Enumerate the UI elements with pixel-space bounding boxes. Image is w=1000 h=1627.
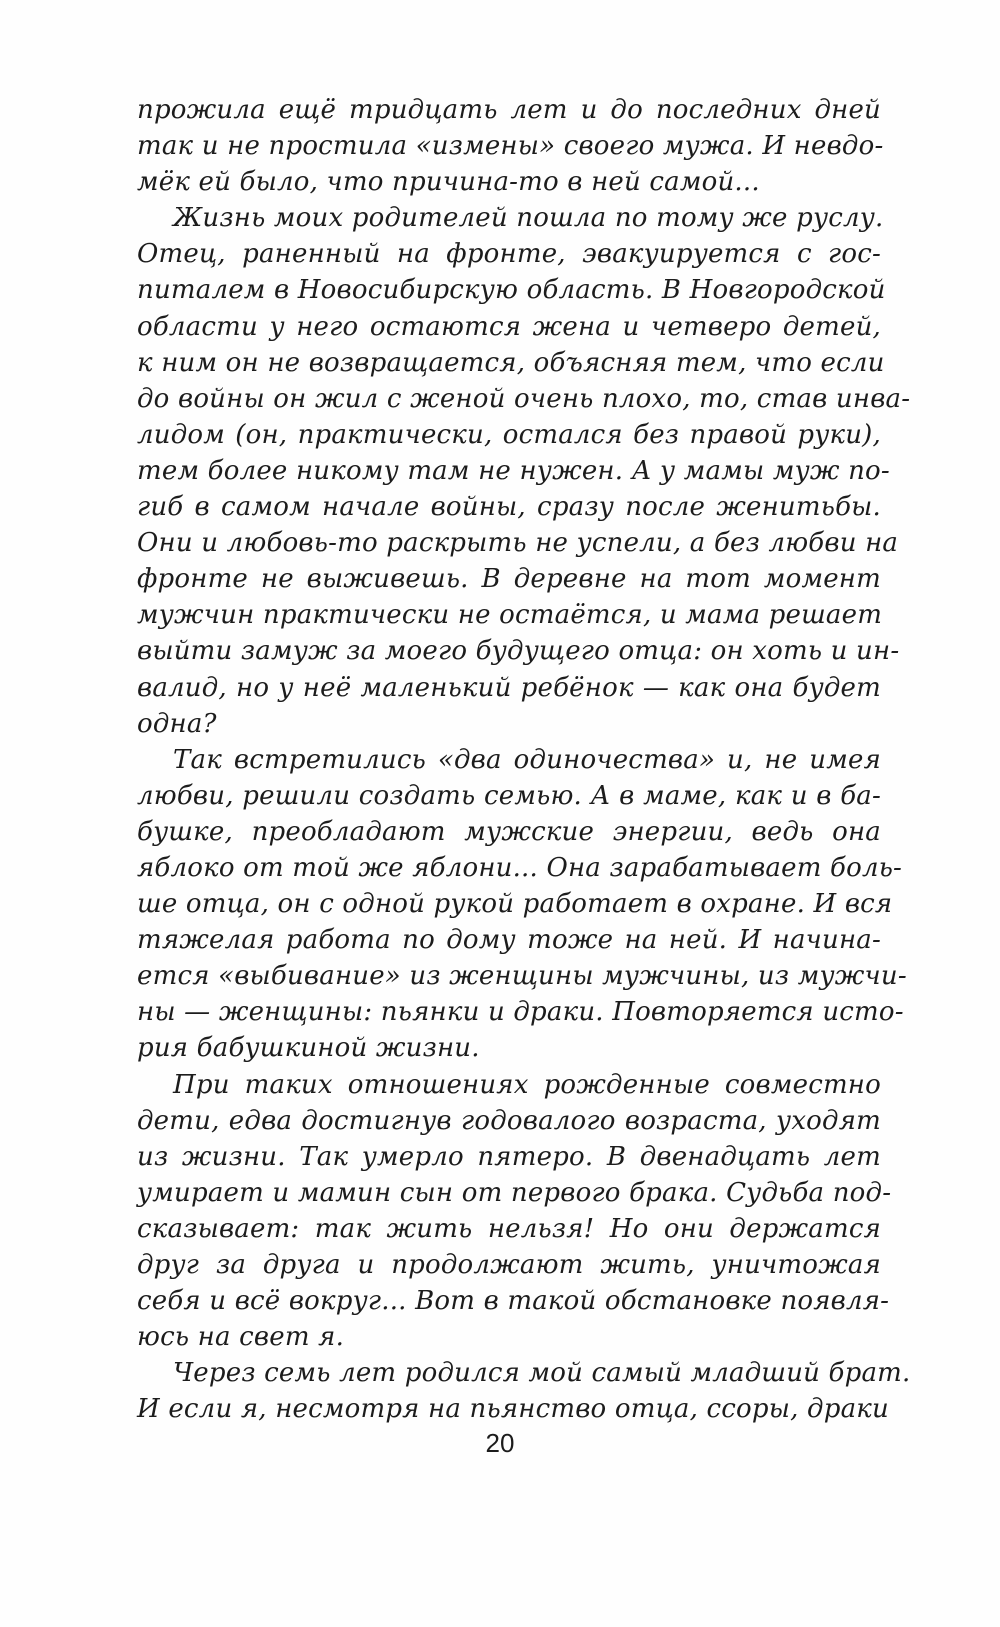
text-line: При таких отношениях рожденные совместно: [173, 1069, 881, 1100]
text-line: ется «выбивание» из женщины мужчины, из мужчи-: [137, 961, 907, 992]
text-line: себя и всё вокруг... Вот в такой обстановке появля-: [137, 1286, 890, 1317]
text-line: из жизни. Так умерло пятеро. В двенадцать лет: [137, 1141, 881, 1172]
text-line: друг за друга и продолжают жить, уничтожая: [137, 1250, 881, 1280]
text-line: так и не простила «измены» своего мужа. И невдо-: [137, 131, 884, 162]
text-line: питалем в Новосибирскую область. В Новгородской: [137, 275, 886, 306]
text-line: ше отца, он с одной рукой работает в охране. И вся: [137, 889, 893, 920]
text-line: прожила ещё тридцать лет и до последних дней: [137, 95, 881, 125]
text-line: И если я, несмотря на пьянство отца, ссоры, драки: [137, 1394, 889, 1425]
text-line: одна?: [137, 708, 217, 739]
body-text: [137, 92, 911, 1427]
text-line: Они и любовь-то раскрыть не успели, а без любви на: [137, 528, 899, 559]
text-line: лидом (он, практически, остался без правой руки),: [137, 419, 881, 450]
text-line: бушке, преобладают мужские энергии, ведь она: [137, 816, 881, 847]
text-line: области у него остаются жена и четверо детей,: [137, 311, 881, 342]
text-line: к ним он не возвращается, объясняя тем, что если: [137, 347, 885, 378]
text-line: Отец, раненный на фронте, эвакуируется с гос-: [137, 239, 881, 270]
text-line: гиб в самом начале войны, сразу после женитьбы.: [137, 492, 881, 523]
text-line: Жизнь моих родителей пошла по тому же руслу.: [173, 203, 884, 234]
text-line: ны — женщины: пьянки и драки. Повторяется исто-: [137, 997, 904, 1028]
text-line: валид, но у неё маленький ребёнок — как она будет: [137, 672, 881, 703]
text-line: мужчин практически не остаётся, и мама решает: [137, 600, 883, 631]
page-number: 20: [485, 1428, 515, 1458]
text-line: дети, едва достигнув годовалого возраста, уходят: [137, 1105, 881, 1136]
text-line: рия бабушкиной жизни.: [137, 1033, 480, 1064]
text-line: яблоко от той же яблони... Она зарабатывает боль-: [137, 852, 903, 883]
text-line: тем более никому там не нужен. А у мамы муж по-: [137, 455, 890, 486]
text-line: юсь на свет я.: [137, 1322, 345, 1353]
text-line: умирает и мамин сын от первого брака. Судьба под-: [137, 1177, 892, 1208]
text-line: сказывает: так жить нельзя! Но они держатся: [137, 1213, 881, 1244]
text-line: Так встретились «два одиночества» и, не имея: [173, 744, 881, 775]
text-line: Через семь лет родился мой самый младший брат.: [173, 1358, 911, 1389]
text-line: тяжелая работа по дому тоже на ней. И начина-: [137, 925, 881, 956]
text-line: фронте не выживешь. В деревне на тот момент: [137, 564, 881, 595]
text-line: до войны он жил с женой очень плохо, то, став инва-: [137, 383, 911, 414]
text-line: любви, решили создать семью. А в маме, как и в ба-: [137, 780, 881, 811]
text-line: выйти замуж за моего будущего отца: он хоть и ин-: [137, 636, 900, 667]
text-line: мёк ей было, что причина-то в ней самой...: [137, 167, 760, 198]
